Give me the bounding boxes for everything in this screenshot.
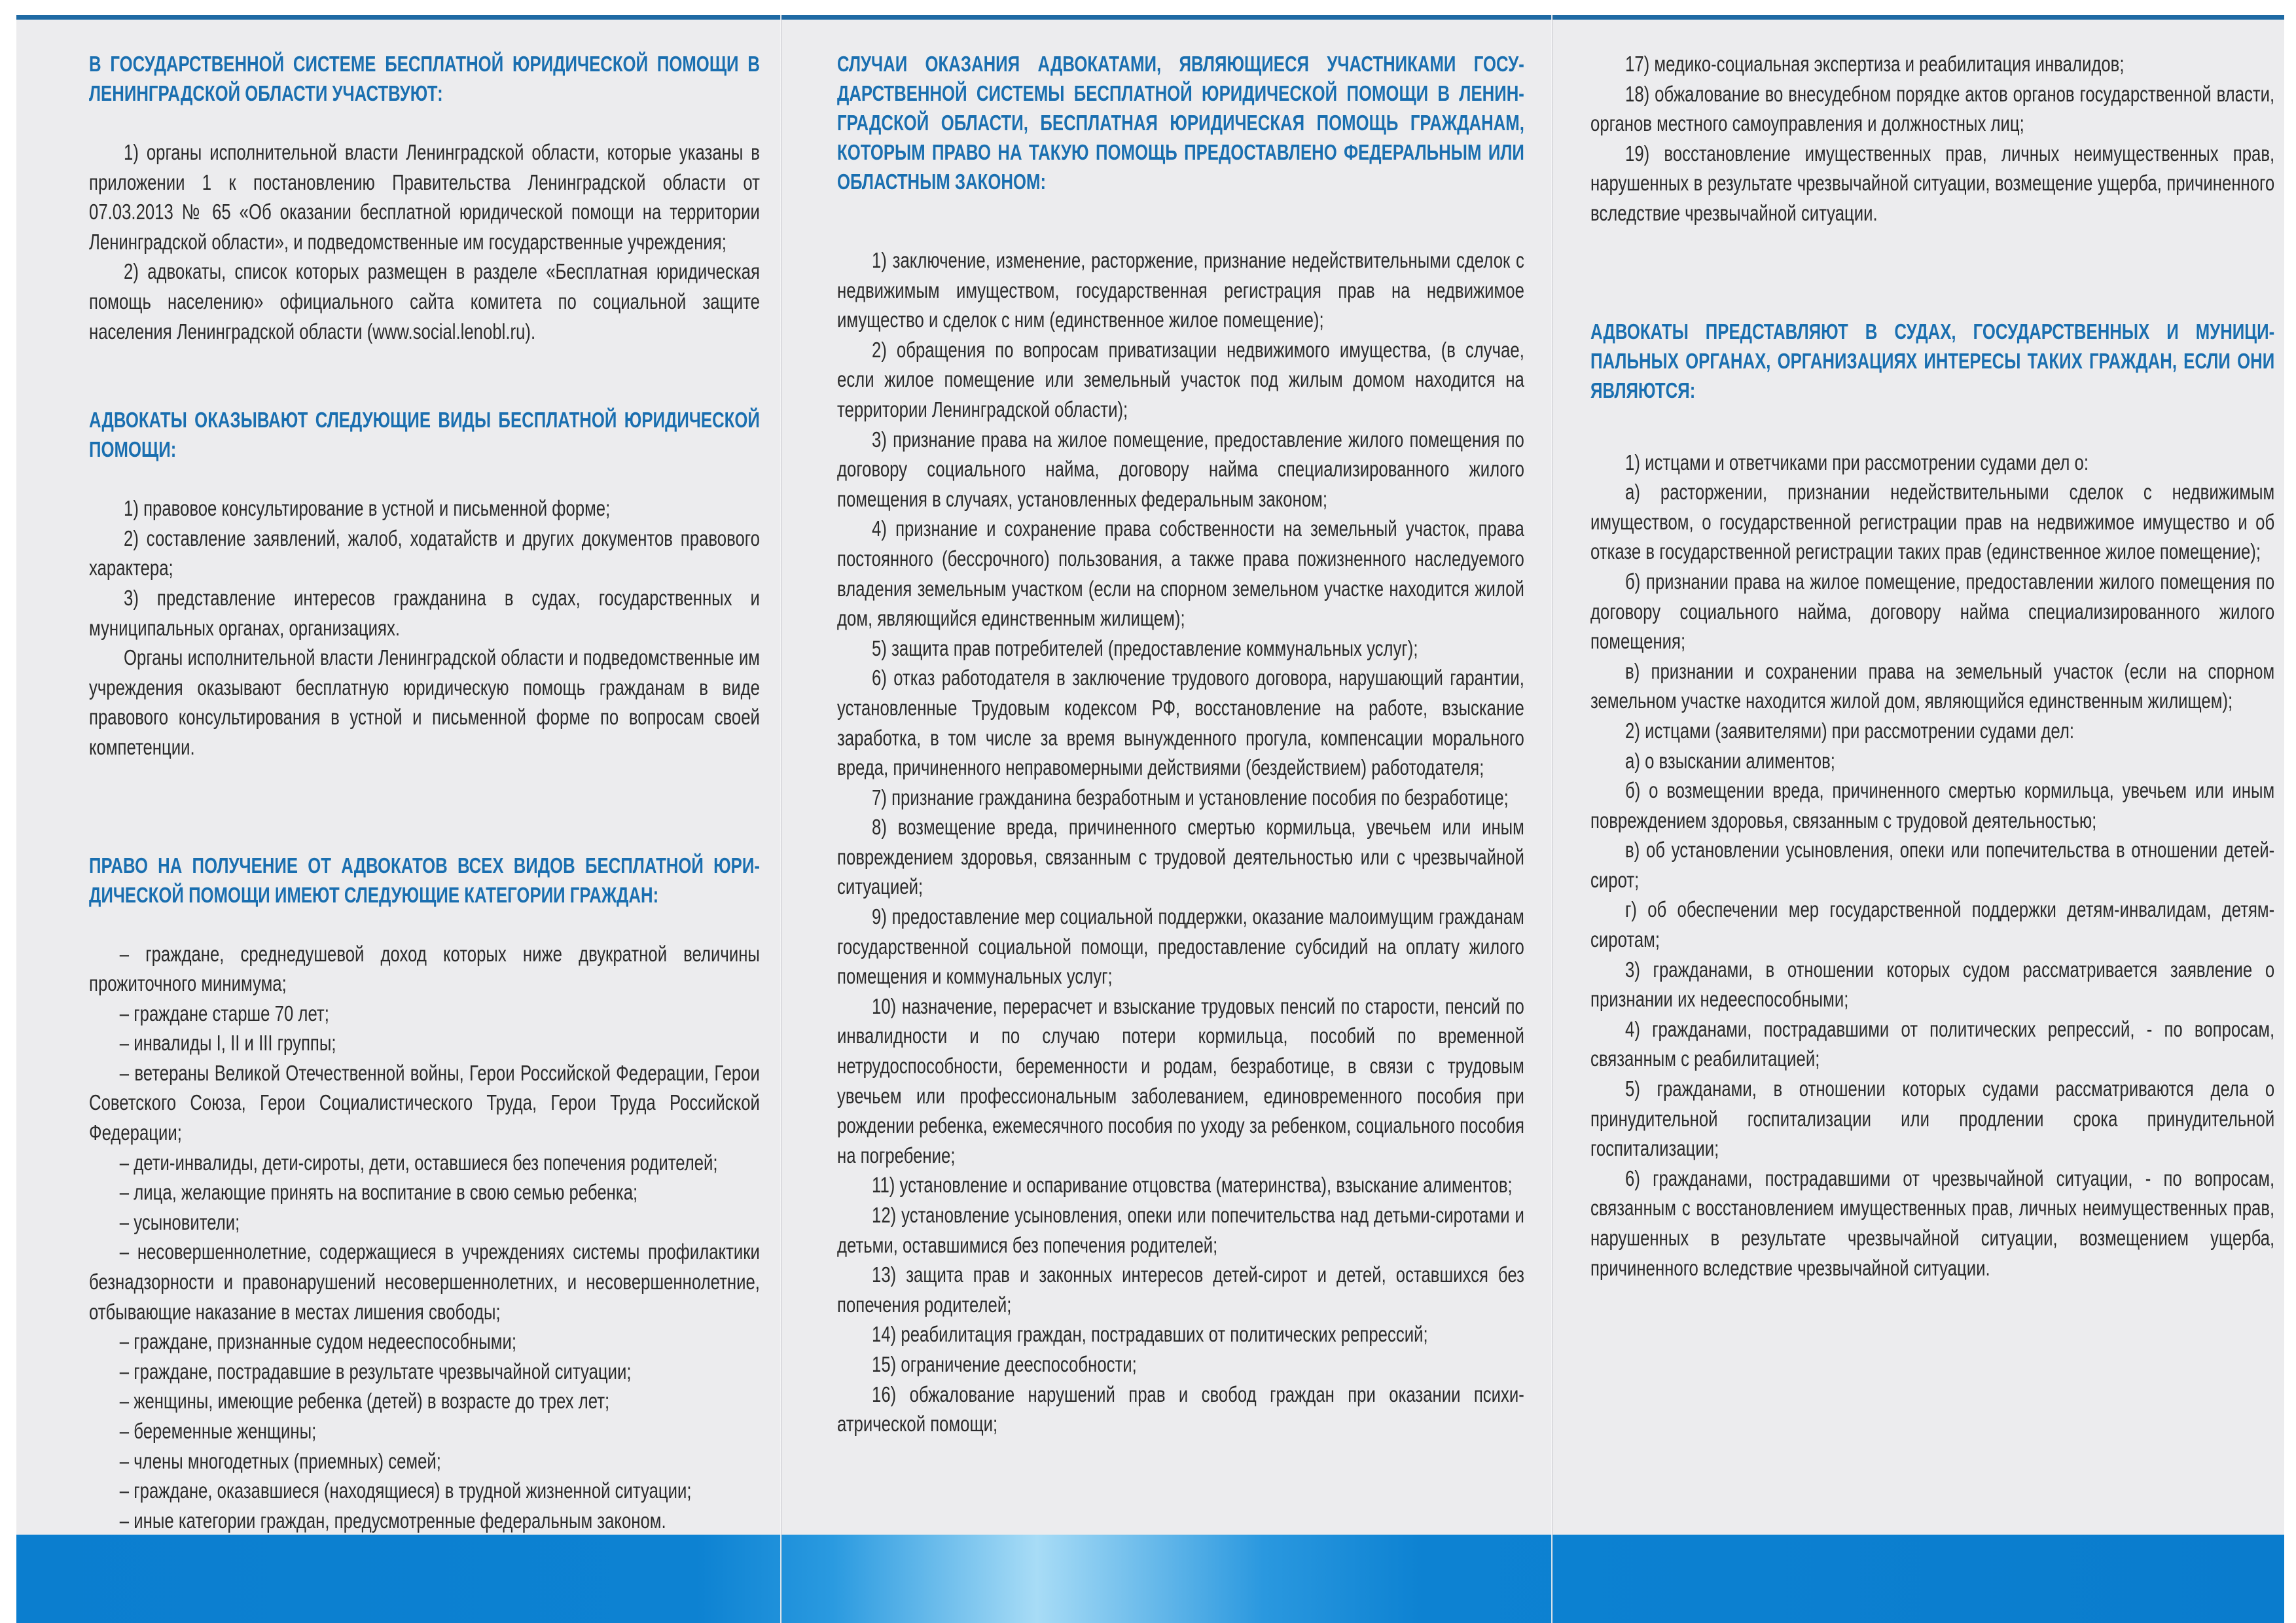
list-item: 2) обращения по вопросам приватизации недвижимого имущества, (в случае, если жилое помещение или земельный участок под жилым домом находится на территории Ленинградской области); [837,337,1524,421]
list-item: – беременные женщины; [119,1419,317,1443]
left-panel [16,15,780,1535]
list-item: – несовершеннолетние, содержащиеся в учреждениях системы профилактики безнадзорности и правонарушений несовершеннолетних, и несовершеннолетние, отбывающие наказание в местах лишения свободы; [89,1240,760,1324]
list-item: – граждане, среднедушевой доход которых ниже двукратной величины прожиточного минимума; [89,941,760,996]
left-panel-text [89,49,760,1535]
list-item: в) признании и сохранении права на земельный участок (если на спорном земельном участке находится жилой дом, являющийся единственным жилищем); [1590,658,2275,713]
list-item: 4) признание и сохранение права собственности на земельный участок, права постоянного (бессрочного) пользования, а также права пожизненного наследуемого владения земельным участком (если на спорном земельном участке находится жилой дом, являющийся единственным жилищем); [837,516,1524,631]
list-item: 6) отказ работодателя в заключение трудового договора, нарушающий гарантии, установленные Трудовым кодексом РФ, восстановление на работе, взыскание заработка, в том числе за время вынужденного прогула, компенсации морального вреда, причиненного неправомерными действиями (бездействием) работодателя; [837,666,1524,780]
paragraph: Органы исполнительной власти Ленинградской области и подведомственные им учреждения оказывают бесплатную юридическую помощь гражданам в виде правового консультирования в устной и письменной форме по вопросам своей компетенции. [89,645,760,759]
list-item: – инвалиды I, II и III группы; [119,1031,336,1056]
list-item: 6) гражданами, пострадавшими от чрезвычайной ситуации, - по вопросам, связанным с восстановлением имущественных прав, личных неимущественных прав, нарушенных в результате чрезвычайной ситуации, возмещением ущерба, причиненного вследствие чрезвычайной ситуации. [1590,1166,2275,1280]
list-item: 1) правовое консультирование в устной и письменной форме; [124,496,611,521]
right-panel-text [1590,49,2274,1283]
bottom-blue-band [16,1535,2284,1623]
list-item: – лица, желающие принять на воспитание в свою семью ребенка; [119,1180,638,1205]
list-item: 14) реабилитация граждан, пострадавших от политических репрессий; [872,1322,1428,1347]
middle-panel-text [837,49,1524,1439]
list-item: – усыновители; [119,1209,240,1234]
list-item: 4) гражданами, пострадавшими от политических репрессий, - по вопросам, связанным с реабилитацией; [1590,1016,2275,1071]
list-item: – граждане, оказавшиеся (находящиеся) в трудной жизненной ситуации; [119,1478,692,1503]
list-item: – граждане, признанные судом недееспособными; [119,1329,517,1354]
list-item: а) расторжении, признании недействительными сделок с недвижимым имуществом, о государственной регистрации прав на недвижимое имущество и об отказе в государственной регистрации таких прав (единственное жилое помещение); [1590,480,2275,564]
list-item: 18) обжалование во внесудебном порядке актов органов государственной власти, органов местного самоуправления и должностных лиц; [1590,81,2275,136]
list-item: б) о возмещении вреда, причиненного смертью кормильца, увечьем или иным повреждением здоровья, связанным с трудовой деятельностью; [1590,778,2275,832]
heading-participants: В ГОСУДАРСТВЕННОЙ СИСТЕМЕ БЕСПЛАТНОЙ ЮРИДИЧЕСКОЙ ПОМОЩИ В ЛЕНИНГРАДСКОЙ ОБЛАСТИ УЧАСТВУЮТ: [89,52,760,105]
list-item: 19) восстановление имущественных прав, личных неимущественных прав, нарушенных в результате чрезвычайной ситуации, возмещение ущерба, причиненного вследствие чрезвычайной ситуации. [1590,141,2275,225]
list-item: 17) медико-социальная экспертиза и реабилитация инвалидов; [1625,52,2125,76]
list-item: 11) установление и оспаривание отцовства (материнства), взыскание алиментов; [872,1173,1513,1198]
list-item: г) об обеспечении мер государственной поддержки детям-инвалидам, детям-сиротам; [1590,897,2275,952]
list-item: 3) признание права на жилое помещение, предоставление жилого помещения по договору социального найма, договору найма специализированного жилого помещения в случаях, установленных федеральным законом; [837,427,1524,511]
list-item: 9) предоставление мер социальной поддержки, оказание малоимущим гражданам государственной социальной помощи, предоставление субсидий на оплату жилого помещения и коммунальных услуг; [837,904,1524,989]
middle-panel [782,15,1551,1535]
list-item: 2) составление заявлений, жалоб, ходатайств и других документов правового характера; [89,526,760,580]
list-item: 3) гражданами, в отношении которых судом рассматривается заявление о признании их недееспособными; [1590,957,2275,1012]
list-item: 1) заключение, изменение, расторжение, признание недействительными сделок с недвижимым имуществом, государственная регистрация прав на недвижимое имущество и сделок с ним (единственное жилое помещение); [837,248,1524,332]
heading-cases: СЛУЧАИ ОКАЗАНИЯ АДВОКАТАМИ, ЯВЛЯЮЩИЕСЯ УЧАСТНИКАМИ ГОСУДАРСТВЕННОЙ СИСТЕМЫ БЕСПЛАТНОЙ ЮРИДИЧЕСКОЙ ПОМОЩИ В ЛЕНИНГРАДСКОЙ ОБЛАСТИ, БЕСПЛАТНАЯ ЮРИДИЧЕСКАЯ ПОМОЩЬ ГРАЖДАНАМ, КОТОРЫМ ПРАВО НА ТАКУЮ ПОМОЩЬ ПРЕДОСТАВЛЕНО ФЕДЕРАЛЬНЫМ ИЛИ ОБЛАСТНЫМ ЗАКОНОМ: [837,52,1524,194]
list-item: 5) защита прав потребителей (предоставление коммунальных услуг); [872,635,1418,660]
list-item: 2) адвокаты, список которых размещен в разделе «Бесплатная юридическая помощь населению» официального сайта комитета по социальной защите населения Ленинградской области (www.social.lenobl.ru). [89,259,760,344]
list-item: – иные категории граждан, предусмотренные федеральным законом. [119,1508,666,1533]
list-item: – граждане, пострадавшие в результате чрезвычайной ситуации; [119,1359,632,1383]
list-item: 12) установление усыновления, опеки или попечительства над детьми-сиротами и детьми, оставшимися без попечения родителей; [837,1203,1524,1257]
list-item: 2) истцами (заявителями) при рассмотрении судами дел: [1625,718,2075,743]
list-item: 5) гражданами, в отношении которых судами рассматриваются дела о принудительной госпитализации или продлении срока принудительной госпитализации; [1590,1077,2275,1161]
list-item: 3) представление интересов гражданина в судах, государственных и муниципальных органах, организациях. [89,585,760,640]
list-item: – граждане старше 70 лет; [119,1001,329,1026]
list-item: 16) обжалование нарушений прав и свобод граждан при оказании психиатрической помощи; [837,1382,1524,1436]
right-panel [1553,15,2284,1535]
list-item: – женщины, имеющие ребенка (детей) в возрасте до трех лет; [119,1389,610,1414]
heading-eligible-categories: ПРАВО НА ПОЛУЧЕНИЕ ОТ АДВОКАТОВ ВСЕХ ВИДОВ БЕСПЛАТНОЙ ЮРИДИЧЕСКОЙ ПОМОЩИ ИМЕЮТ СЛЕДУЮЩИЕ КАТЕГОРИИ ГРАЖДАН: [89,853,760,907]
list-item: – ветераны Великой Отечественной войны, Герои Российской Федерации, Герои Советского Союза, Герои Социалистического Труда, Герои Труда Российской Федерации; [89,1060,760,1145]
list-item: а) о взыскании алиментов; [1625,748,1835,773]
list-item: 8) возмещение вреда, причиненного смертью кормильца, увечьем или иным повреждением здоровья, связанным с трудовой деятельностью или с чрезвычайной ситуацией; [837,815,1524,899]
list-item: б) признании права на жилое помещение, предоставлении жилого помещения по договору социального найма, договору найма специализированного жилого помещения; [1590,569,2275,654]
heading-representation: АДВОКАТЫ ПРЕДСТАВЛЯЮТ В СУДАХ, ГОСУДАРСТВЕННЫХ И МУНИЦИПАЛЬНЫХ ОРГАНАХ, ОРГАНИЗАЦИЯХ ИНТЕРЕСЫ ТАКИХ ГРАЖДАН, ЕСЛИ ОНИ ЯВЛЯЮТСЯ: [1590,319,2275,402]
list-item: 1) истцами и ответчиками при рассмотрении судами дел о: [1625,450,2089,474]
list-item: – дети-инвалиды, дети-сироты, дети, оставшиеся без попечения родителей; [119,1150,718,1175]
list-item: в) об установлении усыновления, опеки или попечительства в отношении детей-сирот; [1590,838,2275,892]
list-item: 15) ограничение дееспособности; [872,1351,1137,1376]
list-item: 13) защита прав и законных интересов детей-сирот и детей, оставшихся без попечения родителей; [837,1262,1524,1317]
list-item: 10) назначение, перерасчет и взыскание трудовых пенсий по старости, пенсий по инвалидности и по случаю потери кормильца, пособий по временной нетрудоспособности, беременности и родам, безработице, в связи с трудовым увечьем или профессиональным заболеванием, единовременного пособия при рождении ребенка, ежемесячного пособия по уходу за ребенком, социального пособия на погребение; [837,993,1524,1168]
brochure-sheet [16,15,2284,1623]
list-item: – члены многодетных (приемных) семей; [119,1448,441,1473]
list-item: 7) признание гражданина безработным и установление пособия по безработице; [872,785,1509,810]
heading-types-of-help: АДВОКАТЫ ОКАЗЫВАЮТ СЛЕДУЮЩИЕ ВИДЫ БЕСПЛАТНОЙ ЮРИДИЧЕСКОЙ ПОМОЩИ: [89,408,760,462]
list-item: 1) органы исполнительной власти Ленинградской области, которые указаны в приложении 1 к постановлению Правительства Ленинградской области от 07.03.2013 № 65 «Об оказании бесплатной юридической помощи на территории Ленинградской области», и подведомственные им государственные учреждения; [89,140,760,254]
